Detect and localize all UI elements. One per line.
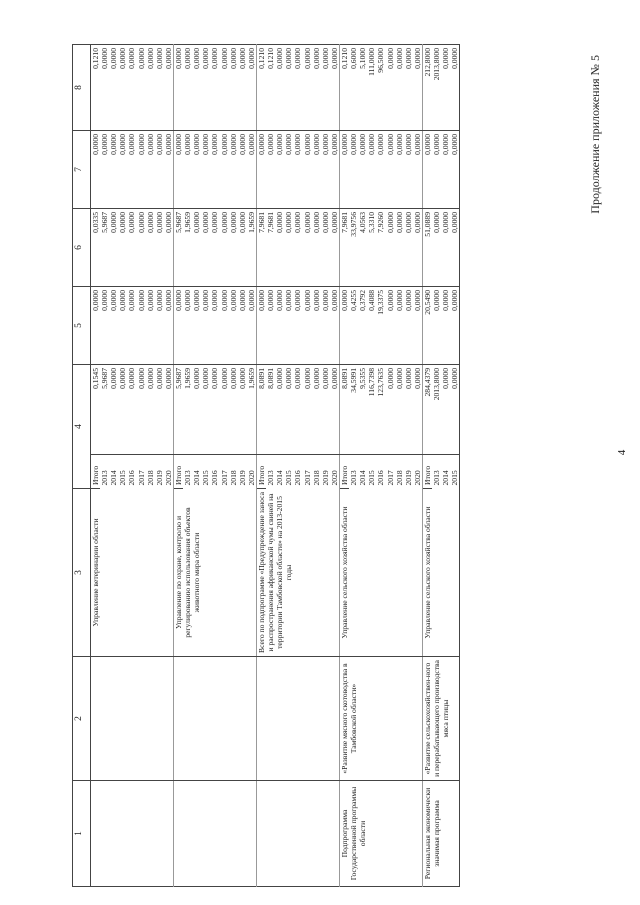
value-cell: 0,0000: [229, 287, 238, 365]
value-cell: 7,9681: [256, 209, 266, 287]
value-cell: 0,0000: [229, 45, 238, 131]
value-cell: 0,0000: [404, 365, 413, 455]
value-cell: 0,0000: [386, 131, 395, 209]
value-cell: 116,7398: [367, 365, 376, 455]
value-cell: 0,0000: [164, 131, 174, 209]
value-cell: 0,0000: [441, 209, 450, 287]
value-cell: 2013,8000: [432, 45, 441, 131]
value-cell: 0,0000: [450, 131, 460, 209]
value-cell: 0,0000: [293, 45, 302, 131]
value-cell: 0,0000: [210, 131, 219, 209]
value-cell: 0,0000: [321, 45, 330, 131]
program-name-cell: [91, 657, 174, 781]
program-type-cell: [91, 781, 174, 887]
value-cell: 0,0000: [303, 365, 312, 455]
value-cell: 0,0000: [404, 209, 413, 287]
year-cell: 2018: [145, 470, 155, 486]
table-row: [422, 45, 432, 887]
program-name-cell: [173, 657, 256, 781]
value-cell: 51,0889: [422, 209, 432, 287]
executor-cell: Управление ветеринарии области: [91, 489, 174, 657]
table-row: [339, 45, 349, 887]
year-cell: 2013: [100, 470, 110, 486]
value-cell: 0,0000: [321, 365, 330, 455]
executor-cell: Управление по охране, контролю и регулированию использования объектов животного мира области: [173, 489, 256, 657]
value-cell: 1,9659: [247, 209, 257, 287]
value-cell: 0,0000: [312, 131, 321, 209]
value-cell: 0,0335: [91, 209, 101, 287]
value-cell: 0,0000: [238, 131, 247, 209]
value-cell: 0,0000: [210, 365, 219, 455]
value-cell: 0,0000: [266, 131, 275, 209]
value-cell: 0,0000: [127, 209, 136, 287]
value-cell: 0,0000: [275, 287, 284, 365]
value-cell: 7,9260: [376, 209, 385, 287]
table-body: [73, 45, 460, 887]
value-cell: 8,0891: [339, 365, 349, 455]
value-cell: 0,0000: [100, 131, 109, 209]
year-cell: 2015: [201, 470, 211, 486]
value-cell: 0,0000: [432, 131, 441, 209]
value-cell: 0,0000: [164, 365, 174, 455]
value-cell: 0,0000: [164, 287, 174, 365]
value-cell: 1,9659: [183, 365, 192, 455]
value-cell: 0,0000: [155, 209, 164, 287]
value-cell: 5,9687: [100, 209, 109, 287]
value-cell: 0,0000: [192, 365, 201, 455]
year-cell: 2020: [329, 470, 339, 486]
value-cell: 0,0000: [201, 209, 210, 287]
value-cell: 0,0000: [192, 45, 201, 131]
value-cell: 0,0000: [137, 131, 146, 209]
header-cell: 3: [73, 489, 91, 657]
value-cell: 0,0000: [229, 209, 238, 287]
value-cell: 0,0000: [109, 365, 118, 455]
program-name-cell: «Развитие мясного скотоводства в Тамбовской области»: [339, 657, 422, 781]
value-cell: 0,0000: [330, 209, 340, 287]
appendix-caption: Продолжение приложения № 5: [588, 55, 602, 214]
value-cell: 0,0000: [146, 45, 155, 131]
value-cell: 0,0000: [284, 209, 293, 287]
value-cell: 0,0000: [127, 45, 136, 131]
value-cell: 0,0000: [303, 209, 312, 287]
budget-table: [72, 44, 460, 887]
value-cell: 0,1210: [91, 45, 101, 131]
year-cell: Итого: [422, 455, 432, 489]
year-cell: 2013: [183, 470, 193, 486]
value-cell: 0,0000: [404, 131, 413, 209]
year-cell: 2016: [210, 470, 220, 486]
value-cell: 5,1000: [358, 45, 367, 131]
year-cell: 2020: [412, 470, 422, 486]
year-cell: 2019: [320, 470, 330, 486]
year-cell: 2019: [237, 470, 247, 486]
executor-cell: Управление сельского хозяйства области: [339, 489, 422, 657]
value-cell: 0,0000: [441, 287, 450, 365]
program-type-cell: [173, 781, 256, 887]
value-cell: 0,0000: [155, 365, 164, 455]
value-cell: 0,0000: [229, 365, 238, 455]
value-cell: 0,0000: [358, 131, 367, 209]
year-cell: 2018: [394, 470, 404, 486]
value-cell: 0,0000: [339, 287, 349, 365]
value-cell: 0,0000: [201, 131, 210, 209]
value-cell: 0,1210: [256, 45, 266, 131]
value-cell: 0,4255: [349, 287, 358, 365]
year-cell: 2018: [311, 470, 321, 486]
header-cell: 8: [73, 45, 91, 131]
value-cell: 0,0000: [303, 45, 312, 131]
value-cell: 0,0000: [367, 131, 376, 209]
table-row: [256, 45, 266, 887]
value-cell: 0,0000: [183, 131, 192, 209]
value-cell: 0,0000: [192, 287, 201, 365]
value-cell: 0,0000: [220, 287, 229, 365]
value-cell: 0,0000: [413, 45, 423, 131]
year-cell: Итого: [173, 455, 183, 489]
value-cell: 0,0000: [275, 365, 284, 455]
program-type-cell: Подпрограмма Государственной программы области: [339, 781, 422, 887]
header-cell: 7: [73, 131, 91, 209]
value-cell: 0,0000: [173, 287, 183, 365]
value-cell: 0,0000: [386, 45, 395, 131]
year-cell: 2014: [275, 470, 285, 486]
value-cell: 0,0000: [146, 131, 155, 209]
value-cell: 0,0000: [91, 131, 101, 209]
value-cell: 0,0000: [450, 209, 460, 287]
value-cell: 0,6000: [349, 45, 358, 131]
value-cell: 0,0000: [284, 45, 293, 131]
executor-cell: Всего по подпрограмме «Предупреждение заноса и распространения африканской чумы свиней на территории Тамбовской области» на 2013-2015 годы: [256, 489, 339, 657]
value-cell: 0,0000: [210, 209, 219, 287]
value-cell: 0,0000: [247, 287, 257, 365]
value-cell: 0,0000: [386, 209, 395, 287]
year-cell: 2017: [219, 470, 229, 486]
value-cell: 0,0000: [220, 131, 229, 209]
value-cell: 34,5991: [349, 365, 358, 455]
value-cell: 0,0000: [155, 131, 164, 209]
value-cell: 5,3310: [367, 209, 376, 287]
value-cell: 0,0000: [247, 131, 257, 209]
value-cell: 0,0000: [386, 287, 395, 365]
value-cell: 0,0000: [173, 45, 183, 131]
value-cell: 0,1545: [91, 365, 101, 455]
value-cell: 0,0000: [404, 45, 413, 131]
value-cell: 0,0000: [109, 287, 118, 365]
value-cell: 0,0000: [432, 209, 441, 287]
value-cell: 0,0000: [312, 287, 321, 365]
value-cell: 0,0000: [413, 287, 423, 365]
value-cell: 0,0000: [293, 287, 302, 365]
year-cell: 2015: [450, 470, 460, 486]
year-cell: 2020: [163, 470, 173, 486]
value-cell: 0,0000: [293, 131, 302, 209]
year-cell: 2016: [376, 470, 386, 486]
value-cell: 0,0000: [284, 365, 293, 455]
table-header-row: [73, 45, 91, 887]
value-cell: 0,0000: [386, 365, 395, 455]
value-cell: 0,0000: [229, 131, 238, 209]
value-cell: 5,9687: [173, 365, 183, 455]
header-cell: 2: [73, 657, 91, 781]
value-cell: 0,0000: [312, 365, 321, 455]
value-cell: 20,5490: [422, 287, 432, 365]
value-cell: 0,0000: [238, 365, 247, 455]
year-cell: 2013: [432, 470, 442, 486]
value-cell: 0,0000: [137, 287, 146, 365]
value-cell: 0,0000: [395, 45, 404, 131]
year-cell: 2013: [349, 470, 359, 486]
value-cell: 8,0891: [266, 365, 275, 455]
year-cell: 2014: [358, 470, 368, 486]
value-cell: 111,0000: [367, 45, 376, 131]
value-cell: 0,0000: [118, 287, 127, 365]
year-cell: Итого: [339, 455, 349, 489]
value-cell: 0,0000: [91, 287, 101, 365]
value-cell: 0,0000: [432, 287, 441, 365]
value-cell: 7,9681: [339, 209, 349, 287]
year-cell: 2017: [385, 470, 395, 486]
year-cell: Итого: [91, 455, 101, 489]
year-cell: 2016: [293, 470, 303, 486]
value-cell: 9,5355: [358, 365, 367, 455]
value-cell: 0,0000: [109, 209, 118, 287]
value-cell: 284,4379: [422, 365, 432, 455]
value-cell: 5,9687: [100, 365, 109, 455]
value-cell: 1,9659: [247, 365, 257, 455]
year-cell: 2015: [118, 470, 128, 486]
header-cell: 1: [73, 781, 91, 887]
value-cell: 0,0000: [238, 45, 247, 131]
value-cell: 0,0000: [284, 131, 293, 209]
value-cell: 0,0000: [376, 131, 385, 209]
value-cell: 0,0000: [321, 209, 330, 287]
value-cell: 0,0000: [137, 209, 146, 287]
value-cell: 0,0000: [303, 131, 312, 209]
value-cell: 0,0000: [127, 131, 136, 209]
value-cell: 0,0000: [192, 209, 201, 287]
value-cell: 2013,8000: [432, 365, 441, 455]
value-cell: 0,1210: [339, 45, 349, 131]
value-cell: 0,0000: [137, 365, 146, 455]
value-cell: 0,0000: [450, 45, 460, 131]
year-cell: 2020: [246, 470, 256, 486]
value-cell: 0,0000: [247, 45, 257, 131]
value-cell: 0,0000: [395, 209, 404, 287]
year-cell: Итого: [256, 455, 266, 489]
value-cell: 0,0000: [146, 287, 155, 365]
year-cell: 2015: [367, 470, 377, 486]
value-cell: 0,0000: [173, 131, 183, 209]
value-cell: 96,5000: [376, 45, 385, 131]
value-cell: 0,0000: [303, 287, 312, 365]
value-cell: 5,9687: [173, 209, 183, 287]
value-cell: 0,0000: [312, 209, 321, 287]
value-cell: 0,0000: [183, 287, 192, 365]
value-cell: 0,0000: [127, 365, 136, 455]
value-cell: 0,0000: [321, 131, 330, 209]
value-cell: 0,0000: [293, 209, 302, 287]
page-number: 4: [616, 449, 628, 456]
value-cell: 0,0000: [201, 287, 210, 365]
value-cell: 0,0000: [404, 287, 413, 365]
value-cell: 0,0000: [201, 365, 210, 455]
value-cell: 0,0000: [238, 287, 247, 365]
header-cell: 5: [73, 287, 91, 365]
value-cell: 0,0000: [275, 131, 284, 209]
value-cell: 19,3375: [376, 287, 385, 365]
year-cell: 2017: [302, 470, 312, 486]
value-cell: 0,0000: [155, 45, 164, 131]
value-cell: 0,0000: [109, 45, 118, 131]
program-name-cell: [256, 657, 339, 781]
value-cell: 0,0000: [155, 287, 164, 365]
value-cell: 0,0000: [450, 365, 460, 455]
value-cell: 0,0000: [118, 131, 127, 209]
table-row: [91, 45, 101, 887]
value-cell: 0,0000: [339, 131, 349, 209]
year-cell: 2019: [154, 470, 164, 486]
value-cell: 0,0000: [330, 365, 340, 455]
value-cell: 0,0000: [395, 131, 404, 209]
value-cell: 212,8000: [422, 45, 432, 131]
value-cell: 0,0000: [210, 45, 219, 131]
value-cell: 0,0000: [266, 287, 275, 365]
value-cell: 0,0000: [422, 131, 432, 209]
header-cell: 6: [73, 209, 91, 287]
year-cell: 2018: [228, 470, 238, 486]
program-type-cell: [256, 781, 339, 887]
value-cell: 1,9659: [183, 209, 192, 287]
executor-cell: Управление сельского хозяйства области: [422, 489, 459, 657]
value-cell: 0,0000: [118, 365, 127, 455]
value-cell: 0,0000: [256, 287, 266, 365]
value-cell: 0,0000: [220, 209, 229, 287]
year-cell: 2014: [109, 470, 119, 486]
program-name-cell: «Развитие сельскохозяйствен-ного и перерабатывающего производства мяса птицы: [422, 657, 459, 781]
value-cell: 0,0000: [137, 45, 146, 131]
value-cell: 0,0000: [100, 45, 109, 131]
value-cell: 0,0000: [284, 287, 293, 365]
table-row: [173, 45, 183, 887]
value-cell: 0,0000: [183, 45, 192, 131]
value-cell: 0,0000: [164, 209, 174, 287]
year-cell: 2014: [441, 470, 451, 486]
value-cell: 0,0000: [275, 45, 284, 131]
value-cell: 0,0000: [441, 131, 450, 209]
value-cell: 0,0000: [413, 209, 423, 287]
value-cell: 0,0000: [256, 131, 266, 209]
value-cell: 0,0000: [100, 287, 109, 365]
value-cell: 0,0000: [413, 131, 423, 209]
value-cell: 0,0000: [395, 287, 404, 365]
value-cell: 0,0000: [330, 45, 340, 131]
value-cell: 0,0000: [220, 45, 229, 131]
value-cell: 0,0000: [330, 131, 340, 209]
value-cell: 8,0891: [256, 365, 266, 455]
year-cell: 2014: [192, 470, 202, 486]
year-cell: 2017: [136, 470, 146, 486]
value-cell: 0,0000: [450, 287, 460, 365]
value-cell: 7,9681: [266, 209, 275, 287]
value-cell: 0,1210: [266, 45, 275, 131]
value-cell: 0,0000: [109, 131, 118, 209]
value-cell: 0,0000: [312, 45, 321, 131]
value-cell: 0,0000: [118, 209, 127, 287]
program-type-cell: Региональная экономически значимая программа: [422, 781, 459, 887]
year-cell: 2019: [403, 470, 413, 486]
value-cell: 0,0000: [293, 365, 302, 455]
value-cell: 0,0000: [201, 45, 210, 131]
value-cell: 33,9756: [349, 209, 358, 287]
value-cell: 0,0000: [146, 365, 155, 455]
value-cell: 123,7635: [376, 365, 385, 455]
value-cell: 0,0000: [413, 365, 423, 455]
value-cell: 0,0000: [238, 209, 247, 287]
value-cell: 0,3792: [358, 287, 367, 365]
value-cell: 0,0000: [164, 45, 174, 131]
value-cell: 0,0000: [395, 365, 404, 455]
value-cell: 0,0000: [349, 131, 358, 209]
year-cell: 2015: [284, 470, 294, 486]
year-cell: 2013: [266, 470, 276, 486]
value-cell: 0,0000: [192, 131, 201, 209]
value-cell: 0,0000: [220, 365, 229, 455]
value-cell: 0,0000: [118, 45, 127, 131]
value-cell: 0,0000: [210, 287, 219, 365]
header-cell: 4: [73, 365, 91, 489]
value-cell: 0,0000: [330, 287, 340, 365]
value-cell: 4,0563: [358, 209, 367, 287]
value-cell: 0,0000: [146, 209, 155, 287]
value-cell: 0,0000: [441, 365, 450, 455]
value-cell: 0,0000: [321, 287, 330, 365]
value-cell: 0,0000: [127, 287, 136, 365]
value-cell: 0,0000: [441, 45, 450, 131]
year-cell: 2016: [127, 470, 137, 486]
value-cell: 0,4088: [367, 287, 376, 365]
value-cell: 0,0000: [275, 209, 284, 287]
